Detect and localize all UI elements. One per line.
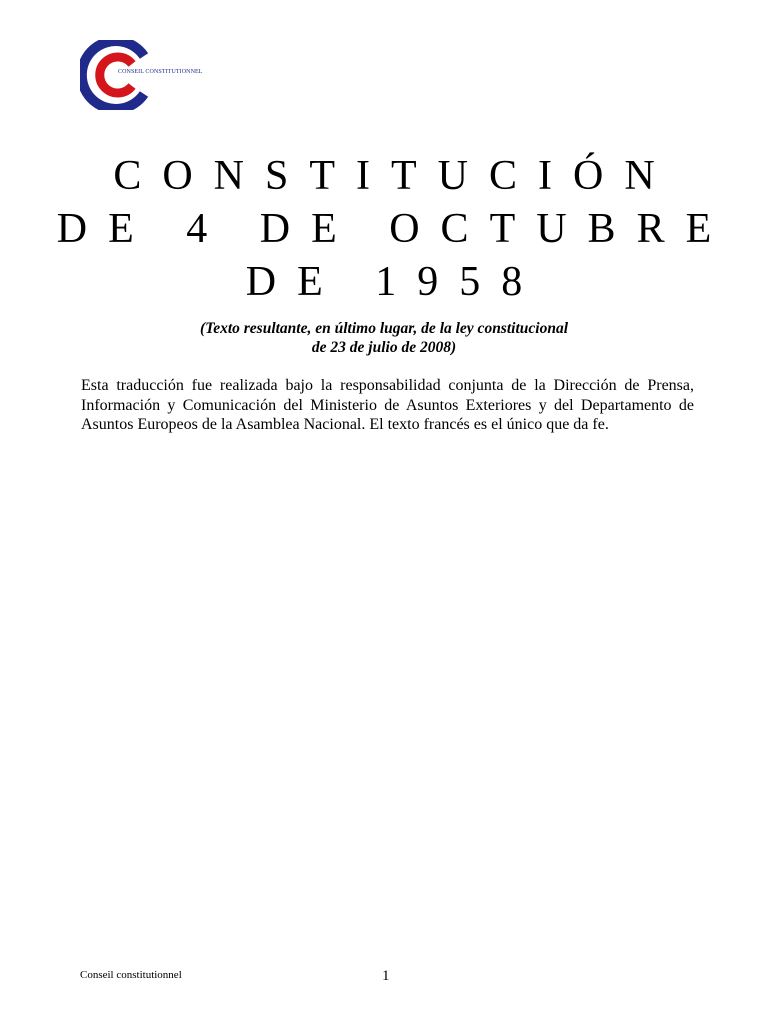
subtitle-line: (Texto resultante, en último lugar, de la ley constitucional bbox=[199, 320, 568, 337]
logo-text: CONSEIL CONSTITUTIONNEL bbox=[118, 69, 203, 75]
subtitle-line: de 23 de julio de 2008) bbox=[311, 339, 457, 356]
conseil-constitutionnel-logo bbox=[80, 40, 210, 110]
page-number: 1 bbox=[382, 968, 390, 984]
title-line: CONSTITUCIÓN bbox=[113, 153, 676, 199]
footer-text: Conseil constitutionnel bbox=[80, 969, 182, 981]
title-line: DE 1958 bbox=[245, 259, 544, 305]
logo-emblem-icon bbox=[80, 40, 160, 110]
document-subtitle bbox=[0, 319, 768, 357]
title-line: DE 4 DE OCTUBRE bbox=[56, 206, 733, 252]
intro-paragraph: Esta traducción fue realizada bajo la responsabilidad conjunta de la Dirección de Prensa, Información y Comunicación del Ministerio de Asuntos Exteriores y del Departamento de Asuntos Europeos de la Asamblea Nacional. El texto francés es el único que da fe. bbox=[81, 377, 694, 433]
document-title bbox=[0, 150, 768, 309]
